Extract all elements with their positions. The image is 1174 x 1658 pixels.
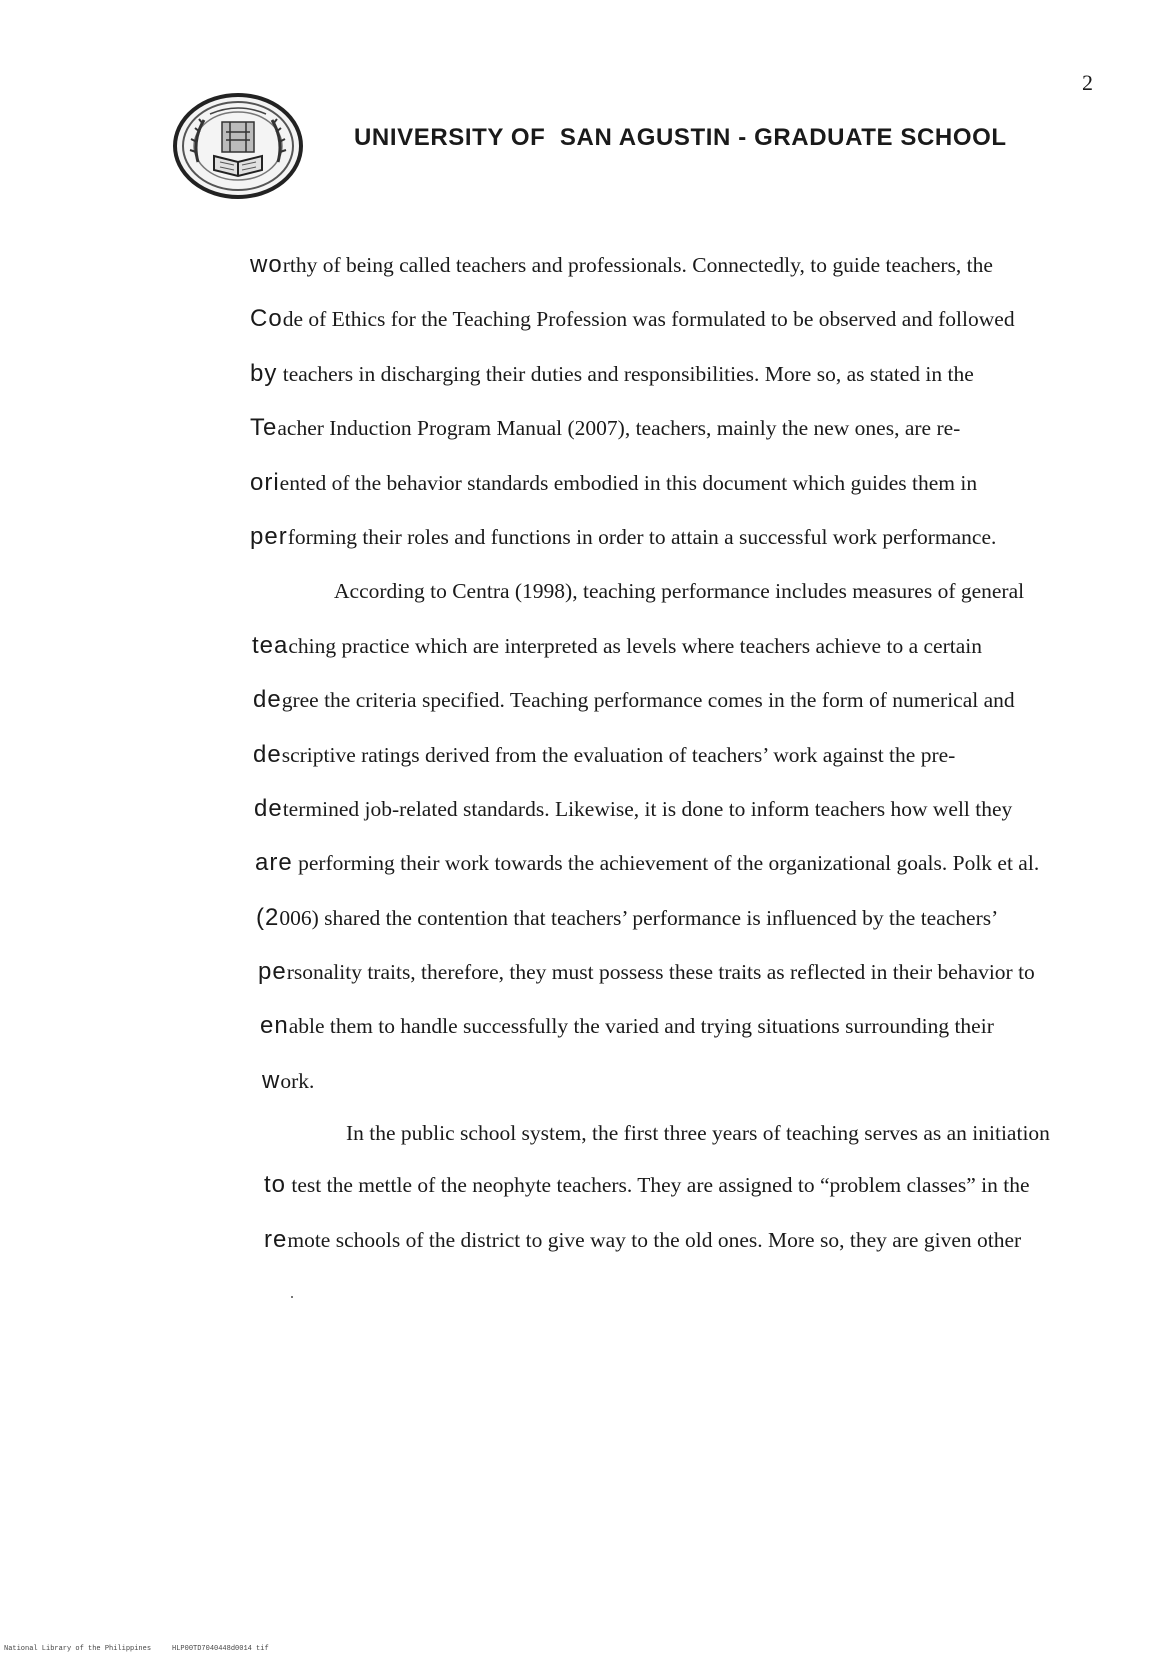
text-line: remote schools of the district to give way to the old ones. More so, they are given other: [264, 1225, 1022, 1253]
text-line: Code of Ethics for the Teaching Profession was formulated to be observed and followed: [250, 305, 1015, 333]
text-line: determined job-related standards. Likewise, it is done to inform teachers how well they: [254, 794, 1013, 822]
text-line: degree the criteria specified. Teaching performance comes in the form of numerical and: [253, 686, 1015, 714]
text-line: enable them to handle successfully the varied and trying situations surrounding their: [260, 1012, 994, 1040]
text-line: oriented of the behavior standards embodied in this document which guides them in: [250, 468, 978, 496]
scan-footer-note: National Library of the Philippines HLP00TD7040448d0014 tif: [4, 1645, 269, 1653]
university-seal-icon: [170, 92, 310, 204]
text-line: worthy of being called teachers and professionals. Connectedly, to guide teachers, the: [250, 251, 993, 278]
text-line: are performing their work towards the achievement of the organizational goals. Polk et al.: [255, 849, 1040, 877]
text-line: to test the mettle of the neophyte teachers. They are assigned to “problem classes” in the: [264, 1171, 1030, 1199]
text-line: by teachers in discharging their duties and responsibilities. More so, as stated in the: [250, 359, 974, 387]
text-line: work.: [262, 1066, 315, 1094]
text-line: (2006) shared the contention that teachers’ performance is influenced by the teachers’: [256, 903, 999, 931]
body-text: [250, 238, 1110, 1267]
text-line: personality traits, therefore, they must possess these traits as reflected in their behavior to: [258, 958, 1035, 986]
scan-speck: [291, 1296, 293, 1298]
page-number: 2: [1082, 70, 1093, 95]
text-line: performing their roles and functions in order to attain a successful work performance.: [250, 522, 997, 550]
text-line: teaching practice which are interpreted as levels where teachers achieve to a certain: [252, 631, 982, 659]
text-line: Teacher Induction Program Manual (2007), teachers, mainly the new ones, are re-: [250, 414, 961, 442]
text-line: descriptive ratings derived from the evaluation of teachers’ work against the pre-: [253, 740, 956, 768]
page-header-title: UNIVERSITY OF SAN AGUSTIN - GRADUATE SCHOOL: [354, 124, 1007, 151]
paragraph-start-line: In the public school system, the first three years of teaching serves as an initiation: [346, 1121, 1050, 1146]
paragraph-start-line: According to Centra (1998), teaching performance includes measures of general: [334, 579, 1025, 604]
